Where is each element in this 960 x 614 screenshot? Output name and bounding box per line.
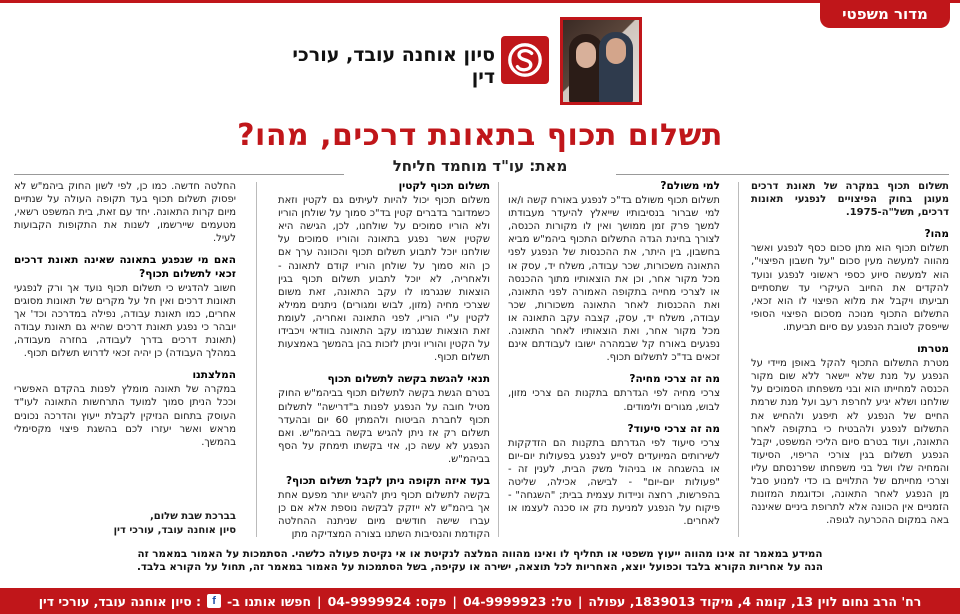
footer-separator: | (452, 593, 457, 609)
intro-paragraph: תשלום תכוף במקרה של תאונת דרכים מעוגן בחוק הפיצויים לנפגעי תאונות דרכים, תשל"ה-1975. (751, 181, 949, 219)
signoff-firm: סיון אוחנה עובד, עורכי דין (113, 525, 236, 536)
article-byline: מאת: עו"ד מוחמד חליחל (392, 157, 568, 175)
disclaimer-line-1: המידע במאמר זה אינו מהווה ייעוץ משפטי או תחליף לו ואינו מהווה המלצה לנקיטת או אי נקיטת פעולה כלשהי. הסתמכות על האמור במאמר זה (137, 548, 823, 560)
footer-separator: | (317, 593, 322, 609)
section-heading: מהו? (924, 228, 949, 241)
column-divider (498, 182, 499, 537)
firm-logo-icon (501, 36, 549, 84)
lawyers-photo (560, 17, 642, 105)
facebook-icon[interactable]: f (207, 594, 221, 608)
column-divider (738, 182, 739, 537)
section-tab: מדור משפטי (820, 0, 950, 28)
body-paragraph: החלטה חדשה. כמו כן, לפי לשון החוק ביהמ"ש לא יפסוק תשלום תכוף בעד תקופה העולה על שנתיים מיום קרות התאונה. יחד עם זאת, בית המשפט רשאי, מטעמים שיירשמו, לשנות את התקופות הקבועות לעיל. (14, 181, 236, 245)
column-divider (256, 182, 257, 537)
body-paragraph: תשלום תכוף משולם בד"כ לנפגע באורח קשה ו/או למי שברור בנסיבותיו שייאלץ להיעדר מעבודתו למשך פרק זמן ממושך ואין לו מקורות הכנסה, לצורך בחינת הגדה התשלום התכוף ביהמ"ש מביא בחשבון, בין היתר, את ההכנסות של הנפגע לפני התאונה משכורות, שכר עבודה, משלח יד, עסק או מכל מקור אחר, וכן את הוצאותיו מתוך ההכנסה או לצרכי מחייה בתקופה האמורה לפני התאונה, ואת ההכנסות לאחר התאונה משכורות, שכר עבודה, משלח יד, עסק, קצבה עקב התאונה או מכל מקור אחר, ואת הוצאותיו לאחר התאונה. נפגעים באורח קל שבמהרה ישובו לעבודתם אינם זכאים בד"כ לתשלום תכוף. (508, 195, 720, 364)
firm-name: סיון אוחנה עובד, עורכי דין (292, 44, 495, 88)
footer-address: רח' הרב נחום לוין 13, קומה 4, מיקוד 1839013, עפולה (588, 593, 922, 609)
body-paragraph: חשוב להדגיש כי תשלום תכוף נועד אך ורק לנפגעי תאונות דרכים ואין חל על מקרים של תאונות מסוגים אחרים, כמו תאונת עבודה, נפילה במדרכה וכד' אך יובהר כי נפגע תאונת דרכים שהיא גם תאונת עבודה (תאונת דרכים בדרך לעבודה, בחזרה מעבודה, במהלך העבודה) כן יהיה זכאי לדרוש תשלום תכוף. (14, 282, 236, 360)
body-paragraph: בטרם הגשת בקשה לתשלום תכוף בביהמ"ש החוק מטיל חובה על הנפגע לפנות ב"דרישה" לתשלום תכוף לחברת הביטוח ולהמתין 60 יום ובהעדר תשלום רק אז ניתן להגיש בקשה בביהמ"ש. ואם הנפגע לא עשה כן, אזי בקשתו תימחק על הסף בביהמ"ש. (278, 388, 490, 465)
body-paragraph: צרכי סיעוד לפי הגדרתם בתקנות הם הזדקקות לשירותים המיועדים לסייע לנפגע בפעולות יום-יום או בהשגחה או בניהול משק הבית, לענין זה - "פעולות יום-יום" - לבישה, אכילה, שליטה בהפרשות, רחצה וניידות עצמית בבית; "השגחה" - פיקוח על הנפגע למניעת נזק או סכנה לעצמו או לאחרים. (508, 437, 720, 528)
top-accent-rule (0, 0, 960, 3)
section-heading: מטרתו (917, 343, 949, 356)
contact-footer (0, 588, 960, 614)
legal-disclaimer (0, 548, 960, 574)
body-paragraph: בקשה לתשלום תכוף ניתן להגיש יותר מפעם אחת אך ביהמ"ש לא ייזקק לבקשה נוספת אלא אם כן עברו שישה חודשים מיום שניתנה ההחלטה הקודמת והנסיבות השתנו בצורה המצדיקה מתן (278, 490, 490, 540)
footer-facebook-prefix: חפשו אותנו ב- (227, 593, 312, 609)
body-paragraph: במקרה של תאונה מומלץ לפנות בהקדם האפשרי וככל הניתן סמוך למועד התרחשות התאונה לעו"ד העוסק בתחום הנזיקין לקבלת ייעוץ והדרכה נכונים מראש ואשר יעזרו לכם בהשגת פיצוי מקסימלי בהמשך. (14, 384, 236, 448)
article-column-4 (14, 180, 236, 505)
article-column-3 (278, 180, 490, 540)
article-column-2 (508, 180, 720, 540)
footer-facebook-name[interactable]: : סיון אוחנה עובד, עורכי דין (38, 593, 202, 609)
byline-rule-right (616, 174, 949, 175)
body-paragraph: משלום תכוף יכול להיות לעיתים גם לקטין וזאת כשמדובר בדברים קטין בד"כ סמוך על שולחן הוריו ולא הוריו סמוכים על שולחנו, לכן, הגישה היא שקטין אשר נפגע בתאונה והוריו סמוכים על שולחנו יוכל לתבוע תשלום תכוף והכוונה ערך אם כן הוא סמוך על שולחן הוריו קודם לתאונה - ולאחריה, לא יוכל לתבוע תשלום תכוף בגין הוצאות שנגרמו לו עקב התאונה, זאת משום שצרכי מחיה (מזון, לבוש ומגורים) ניתנים ממילא לקטין ע"י הוריו, לפני התאונה ואחריה, לעומת זאת הוצאות שנגרמו עקב התאונה בוודאי ויכבידו על הקטין והוריו וניתן לזכות בהן בהמשך באמצעות תשלום תכוף. (278, 195, 490, 364)
section-heading: מה זה צרכי סיעוד? (627, 422, 720, 435)
article-column-1 (751, 180, 949, 540)
section-heading: מה זה צרכי מחיה? (629, 373, 720, 386)
disclaimer-line-2: הנה על אחריות הקורא בלבד וכפועל יוצא, האחריות לכל תוצאה, ישירה או עקיפה, בשל הסתמכות על האמור במאמר זה, תחול על הקורא בלבד. (137, 561, 823, 573)
body-paragraph: צרכי מחיה לפי הגדרתם בתקנות הם צרכי מזון, לבוש, מגורים ולימודים. (508, 388, 720, 413)
section-heading: בעד איזה תקופה ניתן לקבל תשלום תכוף? (285, 474, 490, 487)
body-paragraph: תשלום תכוף הוא מתן סכום כסף לנפגע ואשר מהווה למעשה מעין סכום "על חשבון הפיצוי", הוא למעשה סיוע כספי ראשוני לנפגע ונועד להקדים את החיוב העיקרי עד שתסתיים תביעתו ויקבל את מלוא הפיצוי לו הוא זכאי, התשלום התכוף מנוכה מסכום הפיצוי הסופי שייפסק לטובת הנפגע עם סיום תביעתו. (751, 243, 949, 333)
section-heading: המלצתנו (192, 369, 236, 382)
body-paragraph: מטרת התשלום התכוף להקל באופן מיידי על הנפגע על מנת שלא יישאר ללא שום מקור הכנסה למחייתו הוא ובני משפחתו הסמוכים על שולחנו ושלא יגיע לחרפת רעב ועל מנת שרמת החיים של הנפגע לא תיפגע ולהחיש את התשלום לנפגע ולהבטיח כי בתקופה לאחר התאונה, ועוד בטרם סיום הליכי המשפט, יקבל הנפגע תשלום בגין צורכי הריפוי, הסיעוד והמחיה שלו ושל בני משפחתו שפרנסתם עליו וצרכי מחייתם של התלויים בו כדי למנוע סבל מן הנפגע לאחר התאונה, וכדוגמת המזונות הזמניים אין הכוונה אלא לתרופת ביניים שאיננה באה במקום ההכרעה לגופה. (751, 358, 949, 527)
section-heading: האם מי שנפגע בתאונה שאינה תאונת דרכים זכאי לתשלום תכוף? (14, 254, 236, 280)
section-heading: תנאי להגשת בקשה לתשלום תכוף (327, 373, 490, 386)
footer-fax: פקס: 04-9999924 (327, 593, 447, 609)
footer-phone[interactable]: טל: 04-9999923 (462, 593, 572, 609)
article-title: תשלום תכוף בתאונת דרכים, מהו? (237, 118, 723, 153)
footer-separator: | (577, 593, 583, 609)
signoff (14, 510, 236, 538)
section-heading: תשלום תכוף לקטין (398, 180, 490, 192)
section-heading: למי משולם? (660, 180, 720, 192)
signoff-greeting: בברכת שבת שלום, (149, 511, 236, 522)
